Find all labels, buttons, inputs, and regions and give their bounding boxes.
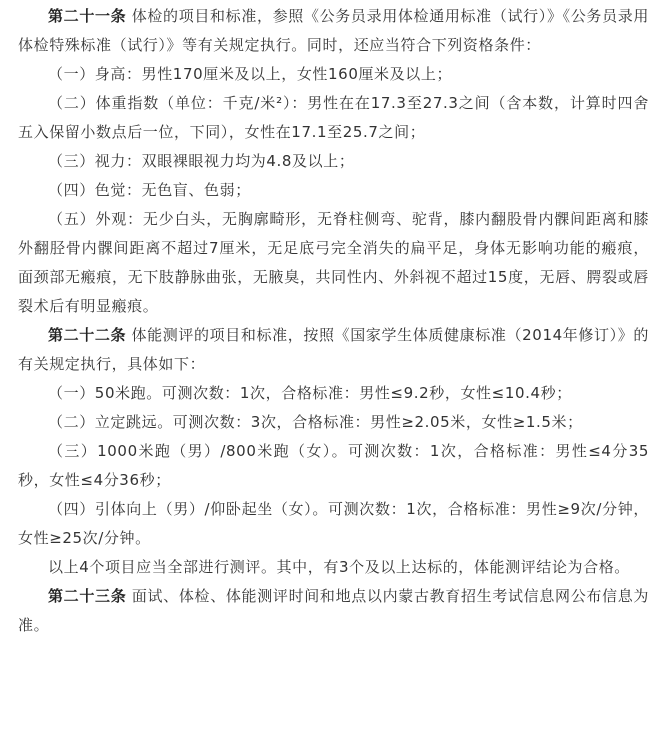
article-22-conclusion: 以上4个项目应当全部进行测评。其中，有3个及以上达标的，体能测评结论为合格。	[48, 558, 630, 576]
article-21-item-1: （一）身高：男性170厘米及以上，女性160厘米及以上；	[48, 65, 453, 83]
article-22-item-2: （二）立定跳远。可测次数：3次，合格标准：男性≥2.05米，女性≥1.5米；	[48, 413, 583, 431]
article-21	[18, 2, 649, 60]
article-21-text: 体检的项目和标准，参照《公务员录用体检通用标准（试行）》《公务员录用体检特殊标准（试行）》等有关规定执行。同时，还应当符合下列资格条件：	[18, 7, 650, 54]
article-22	[18, 321, 649, 379]
article-22-text: 体能测评的项目和标准，按照《国家学生体质健康标准（2014年修订）》的有关规定执行，具体如下：	[18, 326, 649, 373]
article-23	[18, 582, 649, 640]
article-21-heading: 第二十一条	[48, 7, 127, 25]
article-21-item-3: （三）视力：双眼裸眼视力均为4.8及以上；	[48, 152, 355, 170]
article-21-item-5: （五）外观：无少白头，无胸廓畸形，无脊柱侧弯、驼背，膝内翻股骨内髁间距离和膝外翻胫骨内髁间距离不超过7厘米，无足底弓完全消失的扁平足，身体无影响功能的瘢痕，面颈部无瘢痕，无下肢静脉曲张，无腋臭，共同性内、外斜视不超过15度，无唇、腭裂或唇裂术后有明显瘢痕。	[18, 210, 649, 315]
article-23-text: 面试、体检、体能测评时间和地点以内蒙古教育招生考试信息网公布信息为准。	[18, 587, 649, 634]
article-21-item-4: （四）色觉：无色盲、色弱；	[48, 181, 251, 199]
article-22-item-1: （一）50米跑。可测次数：1次，合格标准：男性≤9.2秒，女性≤10.4秒；	[48, 384, 572, 402]
article-22-heading: 第二十二条	[48, 326, 127, 344]
article-22-item-4: （四）引体向上（男）/仰卧起坐（女）。可测次数：1次，合格标准：男性≥9次/分钟，女性≥25次/分钟。	[18, 500, 649, 547]
article-22-item-3: （三）1000米跑（男）/800米跑（女）。可测次数：1次，合格标准：男性≤4分35秒，女性≤4分36秒；	[18, 442, 649, 489]
article-21-item-2: （二）体重指数（单位：千克/米²）：男性在在17.3至27.3之间（含本数，计算时四舍五入保留小数点后一位，下同），女性在17.1至25.7之间；	[18, 94, 649, 141]
article-23-heading: 第二十三条	[48, 587, 127, 605]
